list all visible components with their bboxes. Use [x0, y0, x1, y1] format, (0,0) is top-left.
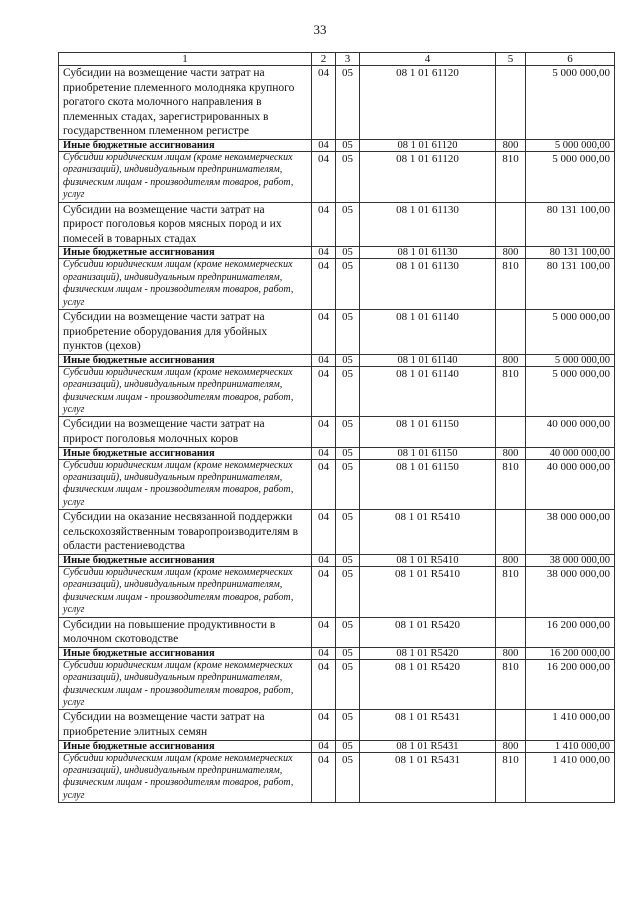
- table-row: [59, 617, 615, 647]
- amount: 40 000 000,00: [526, 417, 615, 447]
- section-code: 04: [312, 510, 336, 555]
- section-code: 04: [312, 139, 336, 151]
- subsection-code: 05: [336, 247, 360, 259]
- target-article-code: 08 1 01 61120: [360, 66, 496, 140]
- expense-name: Иные бюджетные ассигнования: [59, 555, 312, 567]
- expense-type-code: 800: [496, 740, 526, 752]
- target-article-code: 08 1 01 R5410: [360, 567, 496, 618]
- expense-name: Иные бюджетные ассигнования: [59, 647, 312, 659]
- subsection-code: 05: [336, 740, 360, 752]
- expense-type-code: 800: [496, 447, 526, 459]
- expense-type-code: 810: [496, 366, 526, 417]
- amount: 38 000 000,00: [526, 567, 615, 618]
- subsection-code: 05: [336, 752, 360, 803]
- subsection-code: 05: [336, 510, 360, 555]
- expense-name: Субсидии на повышение продуктивности в молочном скотоводстве: [59, 617, 312, 647]
- table-body: [59, 66, 615, 803]
- amount: 38 000 000,00: [526, 555, 615, 567]
- table-row: [59, 366, 615, 417]
- section-code: 04: [312, 202, 336, 247]
- expense-type-code: [496, 202, 526, 247]
- section-code: 04: [312, 259, 336, 310]
- table-row: [59, 417, 615, 447]
- table-row: [59, 740, 615, 752]
- subsection-code: 05: [336, 617, 360, 647]
- expense-type-code: 810: [496, 459, 526, 510]
- target-article-code: 08 1 01 R5420: [360, 647, 496, 659]
- section-code: 04: [312, 151, 336, 202]
- table-row: [59, 259, 615, 310]
- expense-name: Субсидии на возмещение части затрат на приобретение племенного молодняка крупного рогатого скота молочного направления в племенных стадах, зарегистрированных в государственном племенном регистре: [59, 66, 312, 140]
- expense-type-code: [496, 310, 526, 355]
- expense-name: Иные бюджетные ассигнования: [59, 139, 312, 151]
- subsection-code: 05: [336, 567, 360, 618]
- subsection-code: 05: [336, 310, 360, 355]
- table-row: [59, 354, 615, 366]
- section-code: 04: [312, 247, 336, 259]
- header-cell: 5: [496, 53, 526, 66]
- subsection-code: 05: [336, 354, 360, 366]
- expense-name: Субсидии юридическим лицам (кроме некоммерческих организаций), индивидуальным предпринимателям, физическим лицам - производителям товаров, работ, услуг: [59, 567, 312, 618]
- expense-name: Иные бюджетные ассигнования: [59, 247, 312, 259]
- section-code: 04: [312, 459, 336, 510]
- budget-table: [58, 52, 615, 803]
- subsection-code: 05: [336, 366, 360, 417]
- target-article-code: 08 1 01 R5420: [360, 659, 496, 710]
- section-code: 04: [312, 740, 336, 752]
- target-article-code: 08 1 01 61150: [360, 459, 496, 510]
- target-article-code: 08 1 01 61120: [360, 151, 496, 202]
- expense-type-code: 810: [496, 567, 526, 618]
- amount: 1 410 000,00: [526, 740, 615, 752]
- amount: 5 000 000,00: [526, 310, 615, 355]
- target-article-code: 08 1 01 61140: [360, 354, 496, 366]
- target-article-code: 08 1 01 61130: [360, 259, 496, 310]
- section-code: 04: [312, 752, 336, 803]
- expense-type-code: 810: [496, 752, 526, 803]
- section-code: 04: [312, 659, 336, 710]
- amount: 5 000 000,00: [526, 366, 615, 417]
- expense-type-code: 800: [496, 555, 526, 567]
- expense-name: Иные бюджетные ассигнования: [59, 740, 312, 752]
- expense-type-code: 810: [496, 151, 526, 202]
- expense-type-code: 810: [496, 659, 526, 710]
- expense-name: Иные бюджетные ассигнования: [59, 354, 312, 366]
- target-article-code: 08 1 01 R5420: [360, 617, 496, 647]
- target-article-code: 08 1 01 R5410: [360, 510, 496, 555]
- amount: 5 000 000,00: [526, 151, 615, 202]
- table-row: [59, 139, 615, 151]
- table-row: [59, 659, 615, 710]
- target-article-code: 08 1 01 61130: [360, 247, 496, 259]
- amount: 1 410 000,00: [526, 752, 615, 803]
- subsection-code: 05: [336, 151, 360, 202]
- target-article-code: 08 1 01 R5431: [360, 710, 496, 740]
- table-row: [59, 202, 615, 247]
- subsection-code: 05: [336, 139, 360, 151]
- target-article-code: 08 1 01 R5431: [360, 752, 496, 803]
- expense-name: Субсидии на возмещение части затрат на прирост поголовья молочных коров: [59, 417, 312, 447]
- amount: 1 410 000,00: [526, 710, 615, 740]
- section-code: 04: [312, 647, 336, 659]
- target-article-code: 08 1 01 61130: [360, 202, 496, 247]
- table-row: [59, 555, 615, 567]
- table-row: [59, 447, 615, 459]
- expense-name: Субсидии на возмещение части затрат на приобретение элитных семян: [59, 710, 312, 740]
- section-code: 04: [312, 710, 336, 740]
- expense-type-code: 810: [496, 259, 526, 310]
- table-row: [59, 567, 615, 618]
- table-row: [59, 459, 615, 510]
- amount: 80 131 100,00: [526, 259, 615, 310]
- expense-type-code: [496, 417, 526, 447]
- amount: 5 000 000,00: [526, 139, 615, 151]
- subsection-code: 05: [336, 417, 360, 447]
- amount: 40 000 000,00: [526, 459, 615, 510]
- section-code: 04: [312, 555, 336, 567]
- header-cell: 4: [360, 53, 496, 66]
- target-article-code: 08 1 01 61150: [360, 447, 496, 459]
- section-code: 04: [312, 417, 336, 447]
- target-article-code: 08 1 01 61120: [360, 139, 496, 151]
- expense-type-code: 800: [496, 247, 526, 259]
- subsection-code: 05: [336, 710, 360, 740]
- expense-name: Субсидии юридическим лицам (кроме некоммерческих организаций), индивидуальным предпринимателям, физическим лицам - производителям товаров, работ, услуг: [59, 659, 312, 710]
- expense-type-code: 800: [496, 647, 526, 659]
- expense-name: Субсидии на возмещение части затрат на приобретение оборудования для убойных пунктов (цехов): [59, 310, 312, 355]
- amount: 80 131 100,00: [526, 202, 615, 247]
- amount: 16 200 000,00: [526, 659, 615, 710]
- target-article-code: 08 1 01 61140: [360, 366, 496, 417]
- target-article-code: 08 1 01 61150: [360, 417, 496, 447]
- subsection-code: 05: [336, 66, 360, 140]
- expense-name: Субсидии на возмещение части затрат на прирост поголовья коров мясных пород и их помесей в товарных стадах: [59, 202, 312, 247]
- amount: 40 000 000,00: [526, 447, 615, 459]
- section-code: 04: [312, 366, 336, 417]
- table-row: [59, 510, 615, 555]
- amount: 5 000 000,00: [526, 66, 615, 140]
- section-code: 04: [312, 66, 336, 140]
- table-row: [59, 752, 615, 803]
- section-code: 04: [312, 354, 336, 366]
- table-row: [59, 310, 615, 355]
- expense-name: Субсидии на оказание несвязанной поддержки сельскохозяйственным товаропроизводителям в области растениеводства: [59, 510, 312, 555]
- expense-type-code: [496, 710, 526, 740]
- expense-type-code: [496, 510, 526, 555]
- expense-name: Субсидии юридическим лицам (кроме некоммерческих организаций), индивидуальным предпринимателям, физическим лицам - производителям товаров, работ, услуг: [59, 151, 312, 202]
- subsection-code: 05: [336, 647, 360, 659]
- page-number: 33: [313, 22, 327, 37]
- header-row: [59, 53, 615, 66]
- table-row: [59, 247, 615, 259]
- expense-name: Субсидии юридическим лицам (кроме некоммерческих организаций), индивидуальным предпринимателям, физическим лицам - производителям товаров, работ, услуг: [59, 459, 312, 510]
- expense-name: Субсидии юридическим лицам (кроме некоммерческих организаций), индивидуальным предпринимателям, физическим лицам - производителям товаров, работ, услуг: [59, 259, 312, 310]
- subsection-code: 05: [336, 459, 360, 510]
- section-code: 04: [312, 447, 336, 459]
- amount: 5 000 000,00: [526, 354, 615, 366]
- expense-name: Иные бюджетные ассигнования: [59, 447, 312, 459]
- expense-name: Субсидии юридическим лицам (кроме некоммерческих организаций), индивидуальным предпринимателям, физическим лицам - производителям товаров, работ, услуг: [59, 366, 312, 417]
- expense-type-code: [496, 617, 526, 647]
- table-row: [59, 710, 615, 740]
- amount: 80 131 100,00: [526, 247, 615, 259]
- subsection-code: 05: [336, 659, 360, 710]
- table-row: [59, 151, 615, 202]
- subsection-code: 05: [336, 555, 360, 567]
- target-article-code: 08 1 01 61140: [360, 310, 496, 355]
- table-row: [59, 66, 615, 140]
- target-article-code: 08 1 01 R5410: [360, 555, 496, 567]
- expense-type-code: 800: [496, 139, 526, 151]
- section-code: 04: [312, 567, 336, 618]
- header-cell: 2: [312, 53, 336, 66]
- expense-type-code: [496, 66, 526, 140]
- table-row: [59, 647, 615, 659]
- header-cell: 6: [526, 53, 615, 66]
- section-code: 04: [312, 617, 336, 647]
- expense-name: Субсидии юридическим лицам (кроме некоммерческих организаций), индивидуальным предпринимателям, физическим лицам - производителям товаров, работ, услуг: [59, 752, 312, 803]
- amount: 16 200 000,00: [526, 617, 615, 647]
- subsection-code: 05: [336, 202, 360, 247]
- header-cell: 3: [336, 53, 360, 66]
- amount: 16 200 000,00: [526, 647, 615, 659]
- expense-type-code: 800: [496, 354, 526, 366]
- subsection-code: 05: [336, 259, 360, 310]
- amount: 38 000 000,00: [526, 510, 615, 555]
- subsection-code: 05: [336, 447, 360, 459]
- target-article-code: 08 1 01 R5431: [360, 740, 496, 752]
- section-code: 04: [312, 310, 336, 355]
- header-cell: 1: [59, 53, 312, 66]
